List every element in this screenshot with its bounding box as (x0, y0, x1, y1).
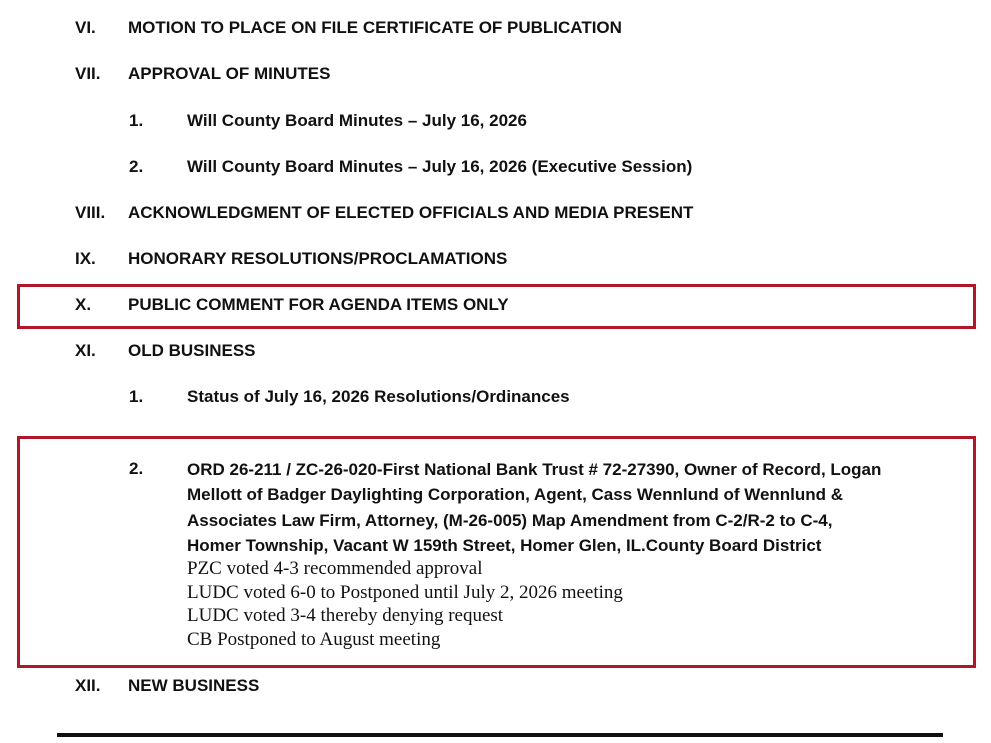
ordinance-line: Mellott of Badger Daylighting Corporation, Agent, Cass Wennlund of Wennlund & (187, 485, 844, 505)
item-number: XII. (75, 676, 101, 695)
subitem-number: 2. (129, 459, 144, 478)
vote-note: CB Postponed to August meeting (187, 628, 441, 650)
subitem-title: Will County Board Minutes – July 16, 2026 (187, 111, 527, 130)
item-title: APPROVAL OF MINUTES (128, 64, 331, 83)
item-number: XI. (75, 341, 96, 360)
subitem-number: 2. (129, 157, 144, 176)
item-title: NEW BUSINESS (128, 676, 260, 695)
ordinance-vote-notes (187, 557, 623, 651)
item-title: MOTION TO PLACE ON FILE CERTIFICATE OF PUBLICATION (128, 18, 622, 37)
vote-note: PZC voted 4-3 recommended approval (187, 558, 483, 579)
ordinance-description (187, 457, 881, 558)
vote-note: LUDC voted 6-0 to Postponed until July 2, 2026 meeting (187, 581, 623, 603)
item-title: PUBLIC COMMENT FOR AGENDA ITEMS ONLY (128, 295, 509, 314)
item-title: OLD BUSINESS (128, 341, 256, 360)
ordinance-line: Homer Township, Vacant W 159th Street, Homer Glen, IL.County Board District (187, 535, 822, 555)
item-number: VIII. (75, 203, 106, 222)
horizontal-rule (57, 733, 943, 737)
item-title: HONORARY RESOLUTIONS/PROCLAMATIONS (128, 249, 508, 268)
ordinance-line: Associates Law Firm, Attorney, (M-26-005) Map Amendment from C-2/R-2 to C-4, (187, 510, 833, 530)
item-number: IX. (75, 249, 96, 268)
subitem-number: 1. (129, 111, 144, 130)
subitem-title: Will County Board Minutes – July 16, 2026 (Executive Session) (187, 157, 693, 176)
subitem-title: Status of July 16, 2026 Resolutions/Ordinances (187, 387, 570, 406)
ordinance-line: ORD 26-211 / ZC-26-020-First National Bank Trust # 72-27390, Owner of Record, Logan (187, 460, 882, 479)
item-title: ACKNOWLEDGMENT OF ELECTED OFFICIALS AND MEDIA PRESENT (128, 203, 694, 222)
item-number: VI. (75, 18, 96, 37)
item-number: VII. (75, 64, 101, 83)
vote-note: LUDC voted 3-4 thereby denying request (187, 605, 504, 626)
subitem-number: 1. (129, 387, 144, 406)
item-number: X. (75, 295, 92, 314)
